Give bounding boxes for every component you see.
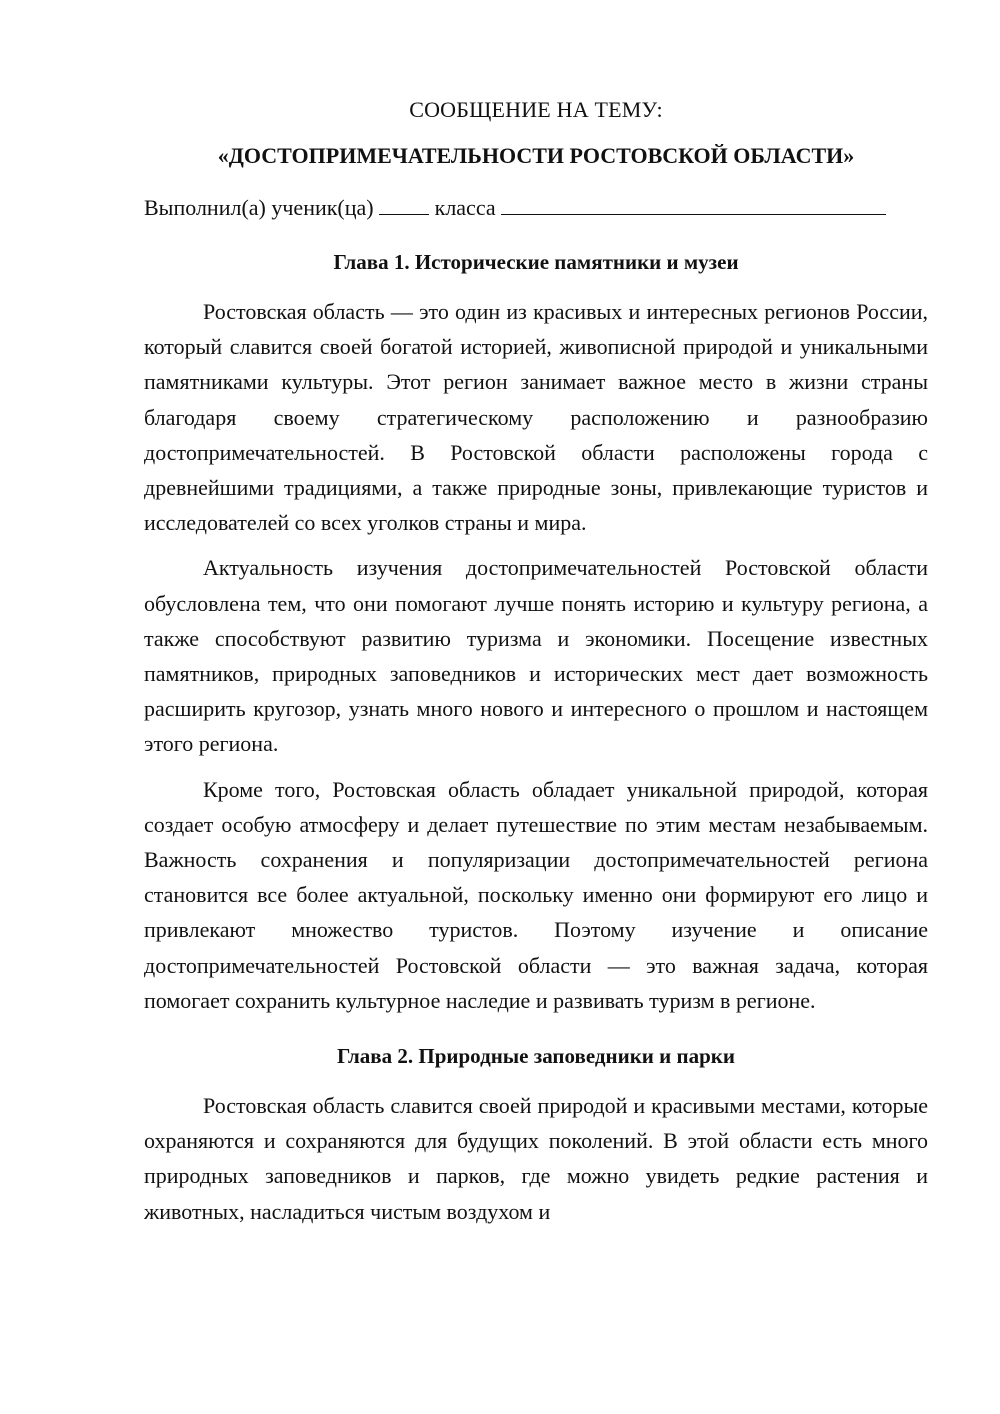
chapter2-heading: Глава 2. Природные заповедники и парки [337, 1044, 735, 1069]
document-title-line2: «ДОСТОПРИМЕЧАТЕЛЬНОСТИ РОСТОВСКОЙ ОБЛАСТИ» [217, 143, 855, 168]
chapter2-paragraph-1: Ростовская область славится своей природой и красивыми местами, которые охраняются и сохраняются для будущих поколений. В этой области есть много природных заповедников и парков, где можно увидеть редкие растения и животных, насладиться чистым воздухом и [144, 1093, 928, 1224]
grade-blank [379, 194, 429, 215]
class-label: класса [434, 195, 496, 220]
chapter1-paragraph-2: Актуальность изучения достопримечательностей Ростовской области обусловлена тем, что они помогают лучше понять историю и культуру региона, а также способствуют развитию туризма и экономики. Посещение известных памятников, природных заповедников и исторических мест дает возможность расширить кругозор, узнать много нового и интересного о прошлом и настоящем этого региона. [144, 555, 928, 757]
chapter1-paragraph-1: Ростовская область — это один из красивых и интересных регионов России, который славится своей богатой историей, живописной природой и уникальными памятниками культуры. Этот регион занимает важное место в жизни страны благодаря своему стратегическому расположению и разнообразию достопримечательностей. В Ростовской области расположены города с древнейшими традициями, а также природные зоны, привлекающие туристов и исследователей со всех уголков страны и мира. [144, 299, 928, 536]
student-info-line [144, 192, 928, 224]
document-title-line1: СООБЩЕНИЕ НА ТЕМУ: [409, 97, 663, 122]
student-label: Выполнил(а) ученик(ца) [144, 195, 374, 220]
chapter1-heading: Глава 1. Исторические памятники и музеи [333, 250, 739, 274]
name-blank [501, 194, 886, 215]
document-body [144, 94, 928, 1229]
chapter1-paragraph-3: Кроме того, Ростовская область обладает уникальной природой, которая создает особую атмосферу и делает путешествие по этим местам незабываемым. Важность сохранения и популяризации достопримечательностей региона становится все более актуальной, поскольку именно они формируют его лицо и привлекают множество туристов. Поэтому изучение и описание достопримечательностей Ростовской области — это важная задача, которая помогает сохранить культурное наследие и развивать туризм в регионе. [144, 776, 928, 1013]
